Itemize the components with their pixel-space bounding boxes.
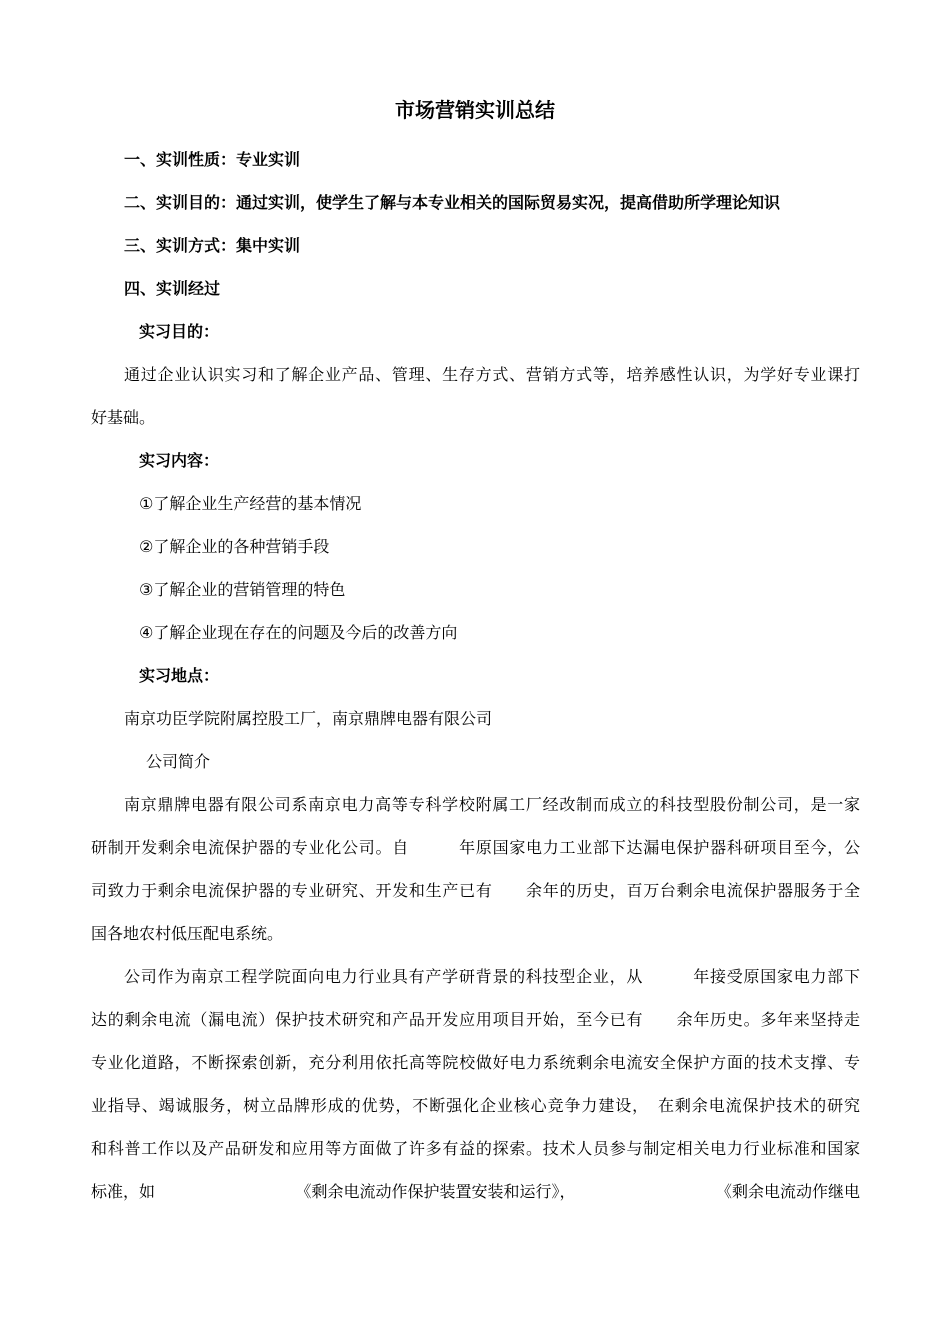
company-heading: 公司简介 <box>146 752 211 771</box>
goal-text-line1: 通过企业认识实习和了解企业产品、管理、生存方式、营销方式等，培养感性认识，为学好专业课打 <box>124 365 860 384</box>
goal-text-line2: 好基础。 <box>91 408 156 427</box>
company-para1-line3: 司致力于剩余电流保护器的专业研究、开发和生产已有 余年的历史，百万台剩余电流保护器服务于全 <box>91 881 860 900</box>
page-title: 市场营销实训总结 <box>395 98 555 122</box>
content-item-4: ④了解企业现在存在的问题及今后的改善方向 <box>139 623 458 642</box>
company-para2-line6 <box>91 1181 860 1203</box>
section-method: 三、实训方式：集中实训 <box>124 236 301 255</box>
section-nature: 一、实训性质：专业实训 <box>124 150 301 169</box>
company-para2-line3: 专业化道路，不断探索创新，充分利用依托高等院校做好电力系统剩余电流安全保护方面的技术支撑、专 <box>91 1053 860 1072</box>
standards-prefix: 标准，如 <box>91 1182 156 1201</box>
company-para2-line5: 和科普工作以及产品研发和应用等方面做了许多有益的探索。技术人员参与制定相关电力行业标准和国家 <box>91 1139 860 1158</box>
goal-heading: 实习目的： <box>139 322 220 341</box>
location-heading: 实习地点： <box>139 666 220 685</box>
section-process: 四、实训经过 <box>124 279 221 298</box>
standard-1: 《剩余电流动作保护装置安装和运行》， <box>295 1182 576 1201</box>
location-text: 南京功臣学院附属控股工厂，南京鼎牌电器有限公司 <box>124 709 493 728</box>
company-para1-line1: 南京鼎牌电器有限公司系南京电力高等专科学校附属工厂经改制而成立的科技型股份制公司，是一家 <box>124 795 860 814</box>
section-purpose: 二、实训目的：通过实训，使学生了解与本专业相关的国际贸易实况，提高借助所学理论知识 <box>124 193 781 212</box>
standard-2: 《剩余电流动作继电 <box>715 1182 860 1201</box>
company-para2-line2: 达的剩余电流（漏电流）保护技术研究和产品开发应用项目开始，至今已有 余年历史。多年来坚持走 <box>91 1010 860 1029</box>
content-item-2: ②了解企业的各种营销手段 <box>139 537 330 556</box>
company-para1-line4: 国各地农村低压配电系统。 <box>91 924 284 943</box>
content-item-1: ①了解企业生产经营的基本情况 <box>139 494 362 513</box>
company-para2-line4: 业指导、竭诚服务，树立品牌形成的优势，不断强化企业核心竞争力建设， 在剩余电流保护技术的研究 <box>91 1096 860 1115</box>
company-para2-line1: 公司作为南京工程学院面向电力行业具有产学研背景的科技型企业，从 年接受原国家电力部下 <box>124 967 860 986</box>
company-para1-line2: 研制开发剩余电流保护器的专业化公司。自 年原国家电力工业部下达漏电保护器科研项目至今，公 <box>91 838 860 857</box>
content-heading: 实习内容： <box>139 451 220 470</box>
content-item-3: ③了解企业的营销管理的特色 <box>139 580 346 599</box>
